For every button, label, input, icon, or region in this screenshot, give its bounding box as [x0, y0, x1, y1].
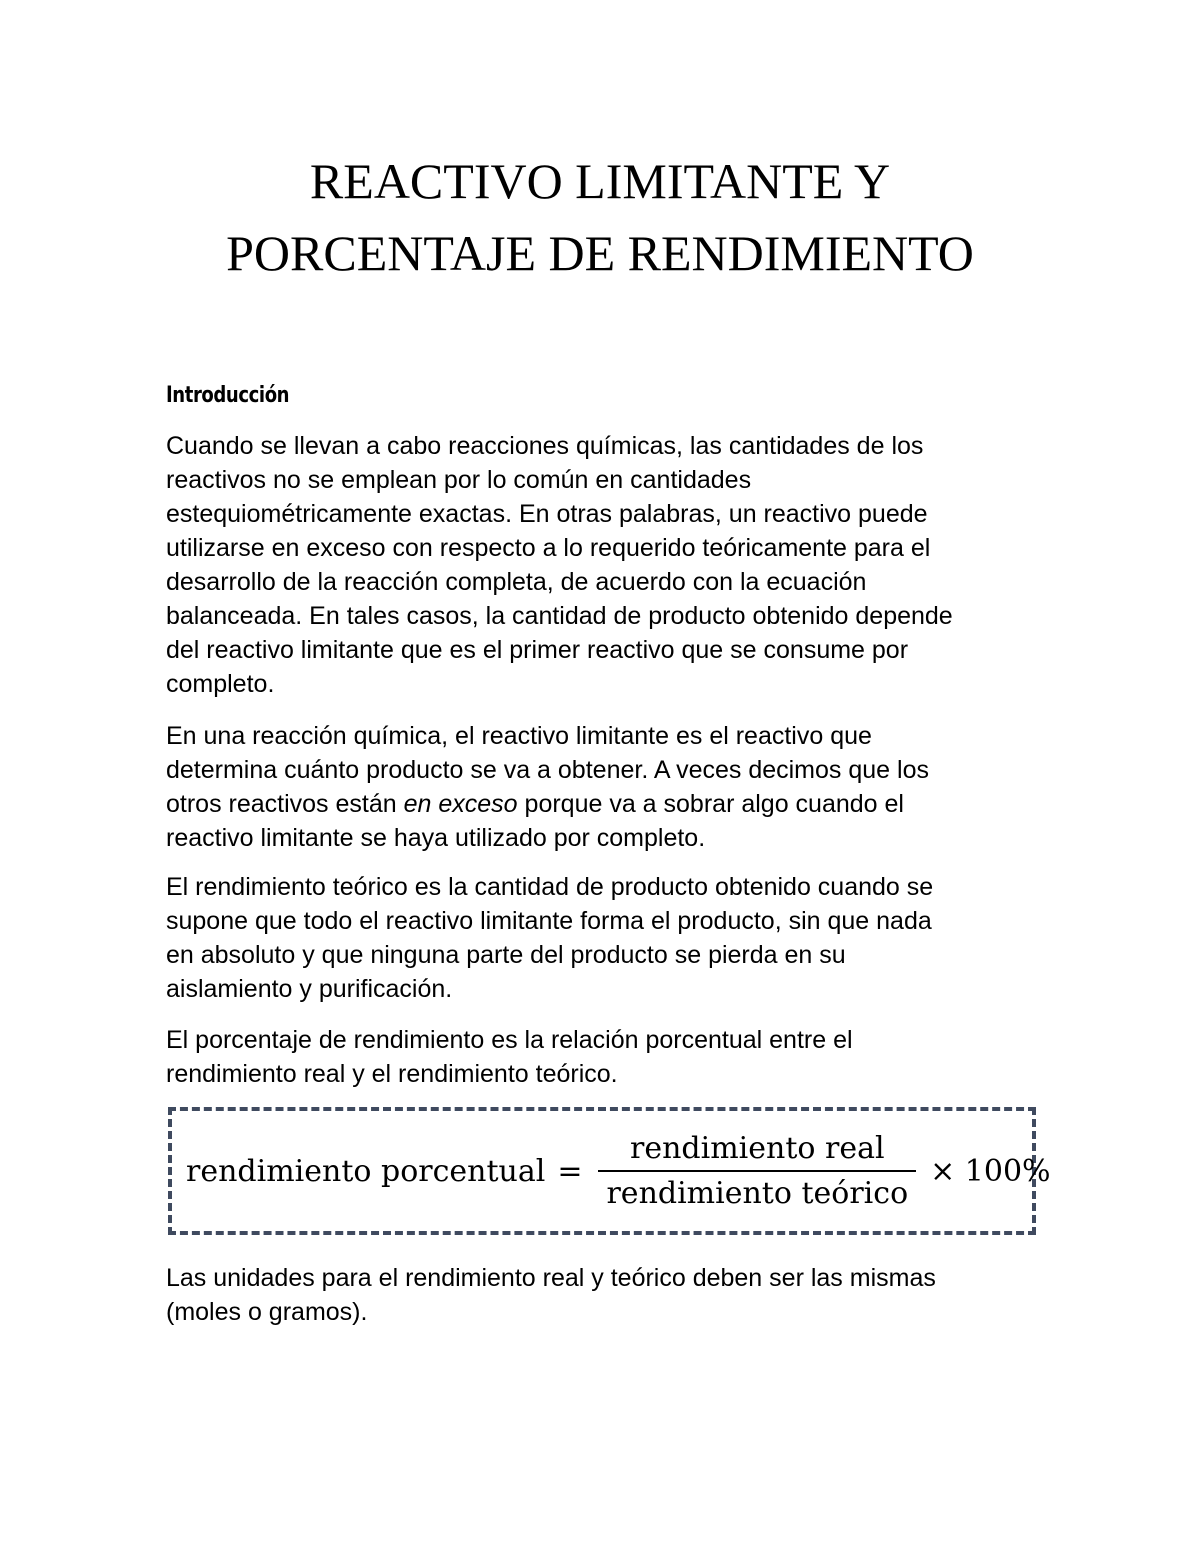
paragraph-line: reactivos no se emplean por lo común en cantidades — [166, 466, 752, 494]
section-heading-introduccion: Introducción — [166, 383, 290, 408]
paragraph-line: determina cuánto producto se va a obtener. A veces decimos que los — [166, 756, 929, 784]
paragraph-limiting-reagent — [166, 719, 1046, 855]
paragraph-line: desarrollo de la reacción completa, de acuerdo con la ecuación — [166, 568, 867, 596]
paragraph-line: del reactivo limitante que es el primer reactivo que se consume por — [166, 636, 909, 664]
paragraph-line: utilizarse en exceso con respecto a lo requerido teóricamente para el — [166, 534, 931, 562]
paragraph-line: Cuando se llevan a cabo reacciones químicas, las cantidades de los — [166, 432, 924, 460]
paragraph-line: balanceada. En tales casos, la cantidad de producto obtenido depende — [166, 602, 953, 630]
paragraph-line: rendimiento real y el rendimiento teórico. — [166, 1060, 618, 1088]
formula-times-100-percent: × 100% — [930, 1153, 1051, 1189]
title-line-1: REACTIVO LIMITANTE Y — [309, 153, 891, 209]
formula-box — [168, 1107, 1051, 1235]
paragraph-line: estequiométricamente exactas. En otras palabras, un reactivo puede — [166, 500, 928, 528]
paragraph-units-note — [166, 1261, 1046, 1329]
paragraph-line: En una reacción química, el reactivo limitante es el reactivo que — [166, 722, 872, 750]
paragraph-percent-yield — [166, 1023, 1046, 1091]
percent-yield-formula — [186, 1111, 1051, 1231]
paragraph-line: El porcentaje de rendimiento es la relación porcentual entre el — [166, 1026, 853, 1054]
paragraph-line: (moles o gramos). — [166, 1298, 368, 1326]
paragraph-line: Las unidades para el rendimiento real y teórico deben ser las mismas — [166, 1264, 936, 1292]
italic-text-en-exceso: en exceso — [403, 790, 518, 818]
paragraph-introduction — [166, 429, 1046, 701]
text-run: otros reactivos están — [166, 790, 404, 818]
paragraph-line: aislamiento y purificación. — [166, 975, 453, 1003]
paragraph-line: supone que todo el reactivo limitante forma el producto, sin que nada — [166, 907, 932, 935]
paragraph-theoretical-yield — [166, 870, 1046, 1006]
formula-lhs: rendimiento porcentual — [186, 1153, 546, 1189]
text-run: porque va a sobrar algo cuando el — [517, 790, 904, 818]
title-line-2: PORCENTAJE DE RENDIMIENTO — [226, 225, 974, 281]
formula-fraction — [598, 1131, 916, 1211]
document-title — [100, 145, 1100, 289]
paragraph-line: completo. — [166, 670, 275, 698]
formula-numerator: rendimiento real — [630, 1131, 885, 1166]
paragraph-line: El rendimiento teórico es la cantidad de producto obtenido cuando se — [166, 873, 934, 901]
formula-equals-sign: = — [557, 1153, 583, 1189]
formula-denominator: rendimiento teórico — [606, 1176, 909, 1211]
paragraph-line: reactivo limitante se haya utilizado por completo. — [166, 824, 706, 852]
paragraph-line — [166, 787, 1046, 821]
paragraph-line: en absoluto y que ninguna parte del producto se pierda en su — [166, 941, 846, 969]
